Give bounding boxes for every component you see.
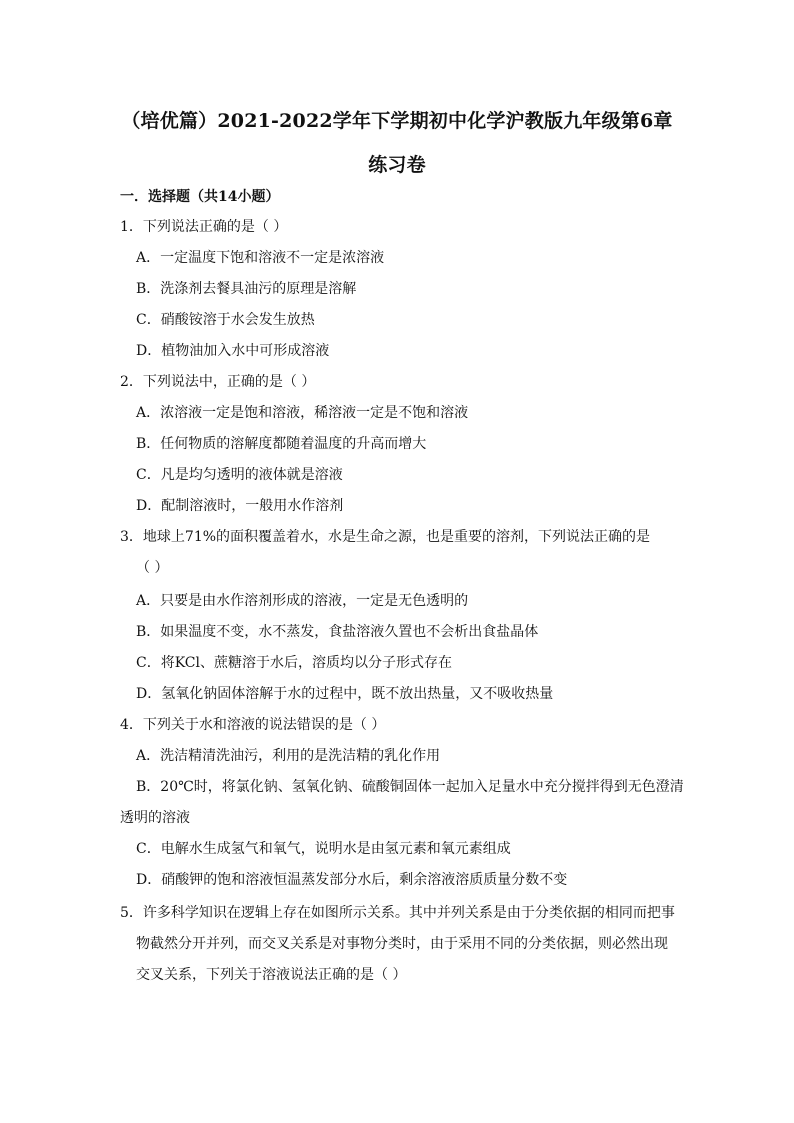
question-3-option-b: B．如果温度不变，水不蒸发，食盐溶液久置也不会析出食盐晶体 <box>136 624 539 640</box>
question-3-stem-cont: （ ） <box>136 560 169 576</box>
question-4-option-b: B．20℃时，将氯化钠、氢氧化钠、硫酸铜固体一起加入足量水中充分搅拌得到无色澄清 <box>136 779 684 795</box>
question-4-stem: 4．下列关于水和溶液的说法错误的是（ ） <box>120 717 386 733</box>
question-1-option-d: D．植物油加入水中可形成溶液 <box>136 343 330 359</box>
section-heading: 一．选择题（共14小题） <box>120 189 280 205</box>
question-2-option-c: C．凡是均匀透明的液体就是溶液 <box>136 467 343 483</box>
question-4-option-b-cont: 透明的溶液 <box>120 810 190 826</box>
question-4-option-d: D．硝酸钾的饱和溶液恒温蒸发部分水后，剩余溶液溶质质量分数不变 <box>136 872 568 888</box>
question-2-stem: 2．下列说法中，正确的是（ ） <box>120 374 316 390</box>
question-2-option-b: B．任何物质的溶解度都随着温度的升高而增大 <box>136 436 427 452</box>
question-2-option-a: A．浓溶液一定是饱和溶液，稀溶液一定是不饱和溶液 <box>136 405 469 421</box>
document-title-line-2: 练习卷 <box>368 154 426 176</box>
question-5-stem: 5．许多科学知识在逻辑上存在如图所示关系。其中并列关系是由于分类依据的相同而把事 <box>120 905 675 921</box>
question-1-option-c: C．硝酸铵溶于水会发生放热 <box>136 312 315 328</box>
question-3-stem: 3．地球上71%的面积覆盖着水，水是生命之源，也是重要的溶剂，下列说法正确的是 <box>120 529 651 545</box>
question-3-option-c: C．将KCl、蔗糖溶于水后，溶质均以分子形式存在 <box>136 655 452 671</box>
question-1-option-a: A．一定温度下饱和溶液不一定是浓溶液 <box>136 250 385 266</box>
question-2-option-d: D．配制溶液时，一般用水作溶剂 <box>136 498 344 514</box>
question-5-stem-cont-1: 物截然分开并列，而交叉关系是对事物分类时，由于采用不同的分类依据，则必然出现 <box>136 936 668 952</box>
question-1-stem: 1．下列说法正确的是（ ） <box>120 219 288 235</box>
question-5-stem-cont-2: 交叉关系，下列关于溶液说法正确的是（ ） <box>136 967 407 983</box>
document-title-line-1: （培优篇）2021-2022学年下学期初中化学沪教版九年级第6章 <box>121 110 673 132</box>
question-4-option-c: C．电解水生成氢气和氧气，说明水是由氢元素和氧元素组成 <box>136 841 511 857</box>
question-3-option-a: A．只要是由水作溶剂形成的溶液，一定是无色透明的 <box>136 593 469 609</box>
question-1-option-b: B．洗涤剂去餐具油污的原理是溶解 <box>136 281 357 297</box>
question-3-option-d: D．氢氧化钠固体溶解于水的过程中，既不放出热量，又不吸收热量 <box>136 686 554 702</box>
question-4-option-a: A．洗洁精清洗油污，利用的是洗洁精的乳化作用 <box>136 748 441 764</box>
